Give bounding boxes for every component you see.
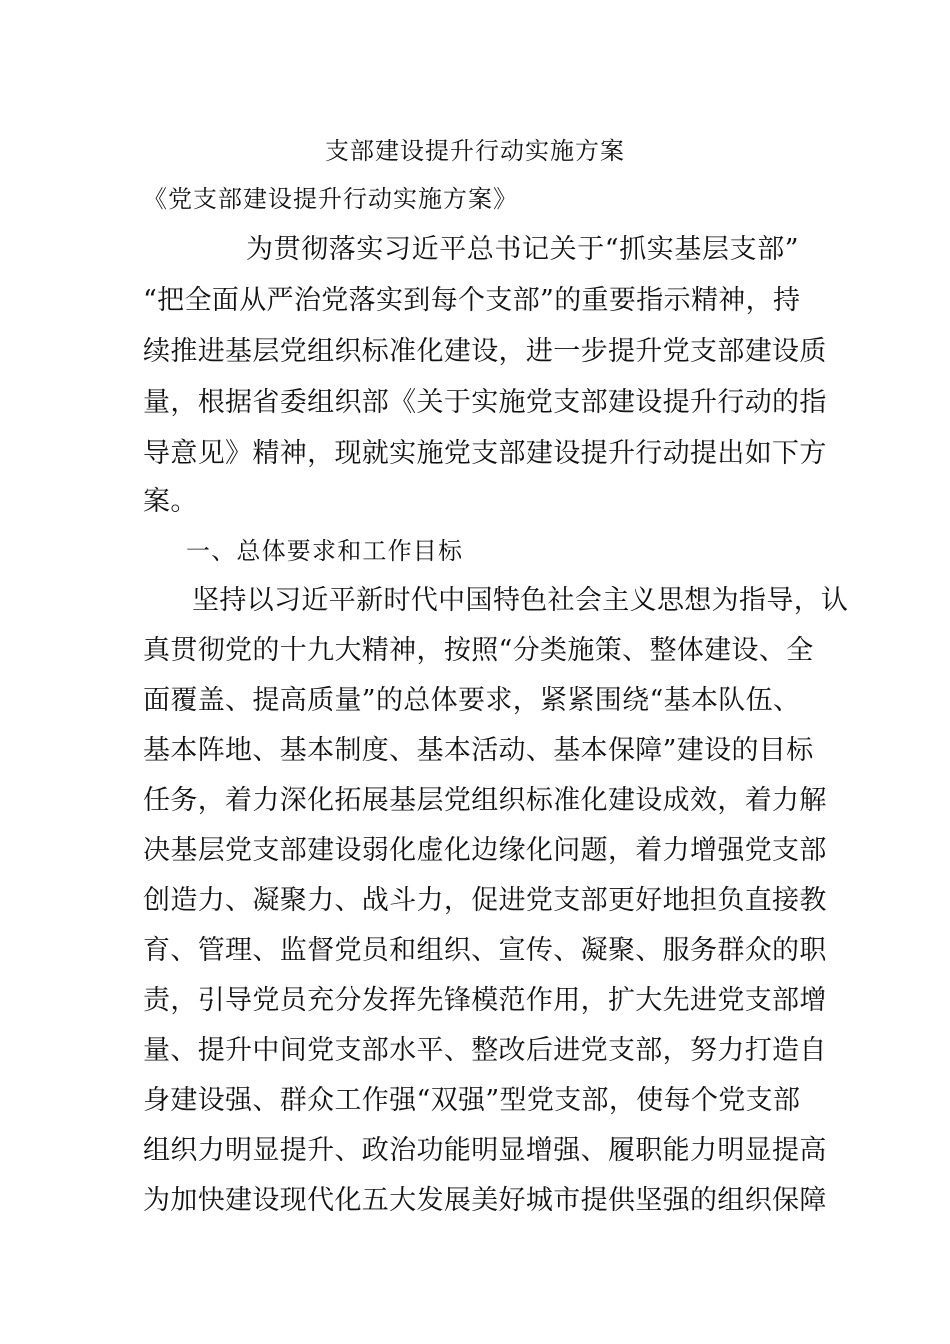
body-line-13: 为加快建设现代化五大发展美好城市提供坚强的组织保障: [143, 1185, 827, 1216]
body-line-6: 决基层党支部建设弱化虚化边缘化问题，着力增强党支部: [143, 835, 827, 866]
body-line-12: 组织力明显提升、政治功能明显增强、履职能力明显提高: [143, 1135, 827, 1166]
intro-line-4: 量，根据省委组织部《关于实施党支部建设提升行动的指: [143, 387, 827, 418]
body-line-7: 创造力、凝聚力、战斗力，促进党支部更好地担负直接教: [143, 885, 827, 916]
body-line-9: 责，引导党员充分发挥先锋模范作用，扩大先进党支部增: [143, 985, 827, 1016]
body-line-10: 量、提升中间党支部水平、整改后进党支部，努力打造自: [143, 1035, 827, 1066]
body-line-5: 任务，着力深化拓展基层党组织标准化建设成效，着力解: [143, 785, 827, 816]
document-subtitle: 《党支部建设提升行动实施方案》: [143, 185, 518, 213]
body-line-1: 坚持以习近平新时代中国特色社会主义思想为指导，认: [192, 585, 849, 616]
intro-line-5: 导意见》精神，现就实施党支部建设提升行动提出如下方: [143, 438, 827, 469]
intro-line-3: 续推进基层党组织标准化建设，进一步提升党支部建设质: [143, 336, 827, 367]
intro-line-6: 案。: [143, 486, 198, 517]
body-line-4: 基本阵地、基本制度、基本活动、基本保障”建设的目标: [143, 735, 814, 766]
intro-line-2: “把全面从严治党落实到每个支部”的重要指示精神，持: [143, 285, 801, 316]
section-heading: 一、总体要求和工作目标: [186, 537, 464, 565]
body-line-2: 真贯彻党的十九大精神，按照“分类施策、整体建设、全: [143, 635, 814, 666]
intro-line-1: 为贯彻落实习近平总书记关于“抓实基层支部”: [246, 234, 800, 265]
document-title: 支部建设提升行动实施方案: [325, 137, 625, 165]
body-line-11: 身建设强、群众工作强“双强”型党支部，使每个党支部: [143, 1085, 801, 1116]
body-line-8: 育、管理、监督党员和组织、宣传、凝聚、服务群众的职: [143, 935, 827, 966]
body-line-3: 面覆盖、提高质量”的总体要求，紧紧围绕“基本队伍、: [143, 685, 801, 716]
